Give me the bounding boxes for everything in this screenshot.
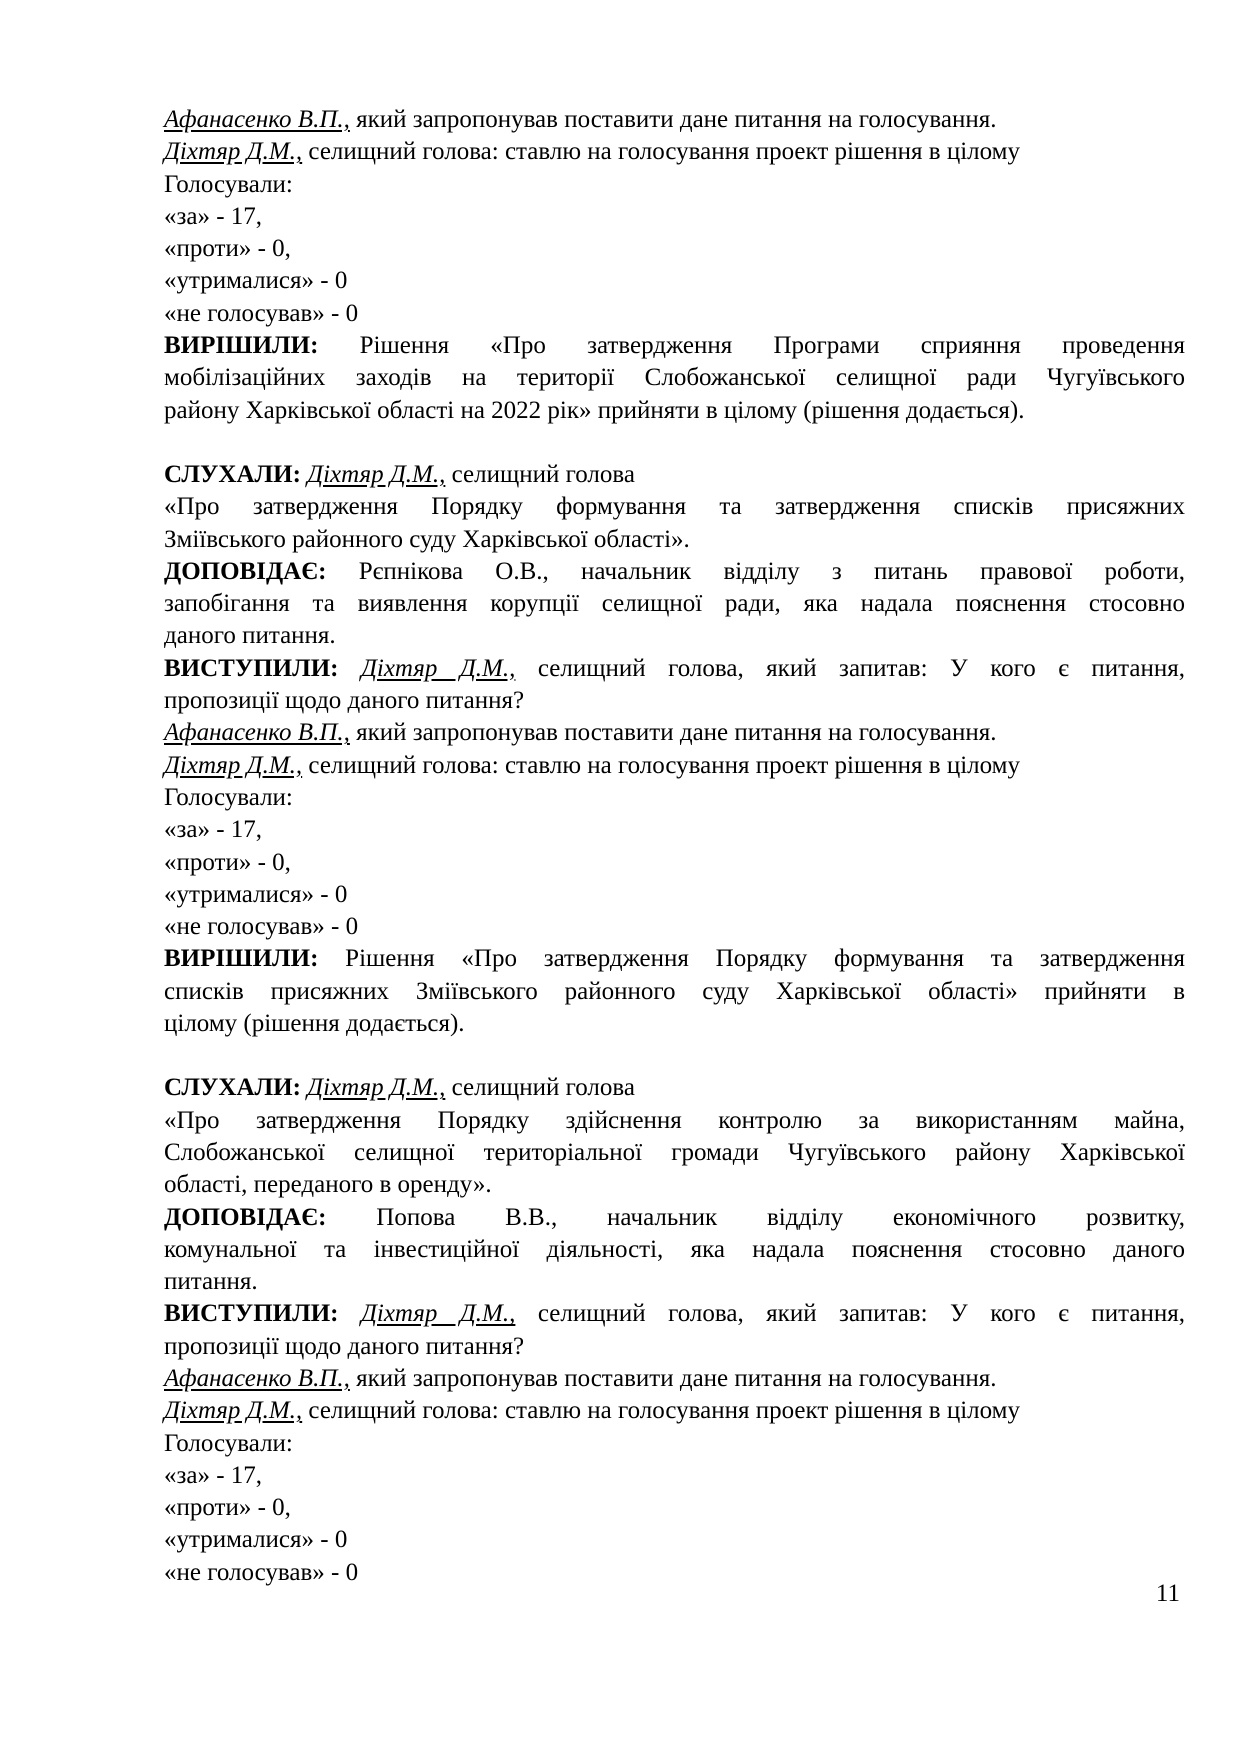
report-line	[164, 556, 1185, 588]
report-line: запобігання та виявлення корупції селищної ради, яка надала пояснення стосовно	[164, 590, 1185, 618]
vote-for: «за» - 17,	[164, 816, 263, 844]
vote-novote: «не голосував» - 0	[164, 299, 359, 327]
vote-abstain: «утрималися» - 0	[164, 880, 348, 908]
speaker-text: селищний голова: ставлю на голосування проект рішення в цілому	[302, 751, 1020, 779]
speaker-name: Діхтяр Д.М.,	[307, 460, 446, 488]
report-text: Попова В.В., начальник відділу економічного розвитку,	[326, 1203, 1185, 1231]
topic-line: «Про затвердження Порядку здійснення контролю за використанням майна,	[164, 1106, 1185, 1134]
speaker-role: селищний голова	[445, 1074, 635, 1102]
speaker-name: Діхтяр Д.М.,	[164, 138, 303, 166]
spoke-line	[164, 1298, 1185, 1330]
decided-label: ВИРІШИЛИ:	[164, 332, 319, 360]
spoke-line	[164, 653, 1185, 685]
page-number: 11	[1155, 1580, 1180, 1607]
report-line: даного питання.	[164, 622, 336, 650]
heard-line	[164, 1072, 1185, 1104]
decision-line	[164, 943, 1185, 975]
spoke-line: пропозиції щодо даного питання?	[164, 687, 525, 715]
speaker-line	[164, 136, 1185, 168]
speaker-role: селищний голова	[445, 460, 635, 488]
speaker-line	[164, 1363, 1185, 1395]
spoke-text: селищний голова, який запитав: У кого є питання,	[515, 1300, 1185, 1328]
voted-label: Голосували:	[164, 1429, 293, 1457]
speaker-name: Афанасенко В.П.,	[164, 1364, 350, 1392]
decided-label: ВИРІШИЛИ:	[164, 945, 319, 973]
spoke-label: ВИСТУПИЛИ:	[164, 1300, 339, 1328]
heard-label: СЛУХАЛИ:	[164, 1074, 301, 1102]
vote-abstain: «утрималися» - 0	[164, 1526, 348, 1554]
report-label: ДОПОВІДАЄ:	[164, 557, 327, 585]
speaker-line	[164, 717, 1185, 749]
heard-line	[164, 459, 1185, 491]
speaker-name: Діхтяр Д.М.,	[360, 654, 516, 682]
speaker-text: який запропонував поставити дане питання на голосування.	[349, 1364, 997, 1392]
report-line: питання.	[164, 1268, 258, 1296]
speaker-name: Афанасенко В.П.,	[164, 106, 350, 133]
vote-against: «проти» - 0,	[164, 1494, 291, 1522]
report-text: Рєпнікова О.В., начальник відділу з питань правової роботи,	[326, 557, 1185, 585]
decision-line: району Харківської області на 2022 рік» прийняти в цілому (рішення додається).	[164, 396, 1025, 424]
speaker-text: селищний голова: ставлю на голосування проект рішення в цілому	[302, 138, 1020, 166]
vote-against: «проти» - 0,	[164, 235, 291, 263]
document-page	[164, 104, 1185, 1589]
vote-for: «за» - 17,	[164, 1461, 263, 1489]
vote-against: «проти» - 0,	[164, 848, 291, 876]
decision-line: мобілізаційних заходів на території Слобожанської селищної ради Чугуївського	[164, 364, 1185, 392]
speaker-name: Діхтяр Д.М.,	[164, 751, 303, 779]
decision-text: Рішення «Про затвердження Програми сприяння проведення	[318, 332, 1185, 360]
report-line	[164, 1202, 1185, 1234]
speaker-line	[164, 104, 1185, 136]
decision-line: списків присяжних Зміївського районного суду Харківської області» прийняти в	[164, 977, 1185, 1005]
topic-line: Слобожанської селищної територіальної громади Чугуївського району Харківської	[164, 1138, 1185, 1166]
speaker-line	[164, 750, 1185, 782]
speaker-name: Діхтяр Д.М.,	[360, 1300, 516, 1328]
heard-label: СЛУХАЛИ:	[164, 460, 301, 488]
speaker-name: Діхтяр Д.М.,	[164, 1397, 303, 1425]
speaker-name: Афанасенко В.П.,	[164, 719, 350, 747]
vote-abstain: «утрималися» - 0	[164, 267, 348, 295]
voted-label: Голосували:	[164, 783, 293, 811]
speaker-text: селищний голова: ставлю на голосування проект рішення в цілому	[302, 1397, 1020, 1425]
spacer	[164, 1040, 1185, 1072]
spacer	[164, 427, 1185, 459]
decision-line	[164, 330, 1185, 362]
spoke-line: пропозиції щодо даного питання?	[164, 1332, 525, 1360]
topic-line: «Про затвердження Порядку формування та затвердження списків присяжних	[164, 493, 1185, 521]
speaker-name: Діхтяр Д.М.,	[307, 1074, 446, 1102]
report-label: ДОПОВІДАЄ:	[164, 1203, 327, 1231]
spoke-text: селищний голова, який запитав: У кого є питання,	[515, 654, 1185, 682]
voted-label: Голосували:	[164, 170, 293, 198]
speaker-text: який запропонував поставити дане питання на голосування.	[349, 106, 997, 133]
vote-for: «за» - 17,	[164, 202, 263, 230]
decision-line: цілому (рішення додається).	[164, 1010, 465, 1038]
decision-text: Рішення «Про затвердження Порядку формування та затвердження	[318, 945, 1185, 973]
report-line: комунальної та інвестиційної діяльності, яка надала пояснення стосовно даного	[164, 1235, 1185, 1263]
vote-novote: «не голосував» - 0	[164, 1558, 359, 1586]
spoke-label: ВИСТУПИЛИ:	[164, 654, 339, 682]
speaker-text: який запропонував поставити дане питання на голосування.	[349, 719, 997, 747]
vote-novote: «не голосував» - 0	[164, 913, 359, 941]
speaker-line	[164, 1395, 1185, 1427]
topic-line: області, переданого в оренду».	[164, 1171, 492, 1199]
topic-line: Зміївського районного суду Харківської області».	[164, 525, 690, 553]
